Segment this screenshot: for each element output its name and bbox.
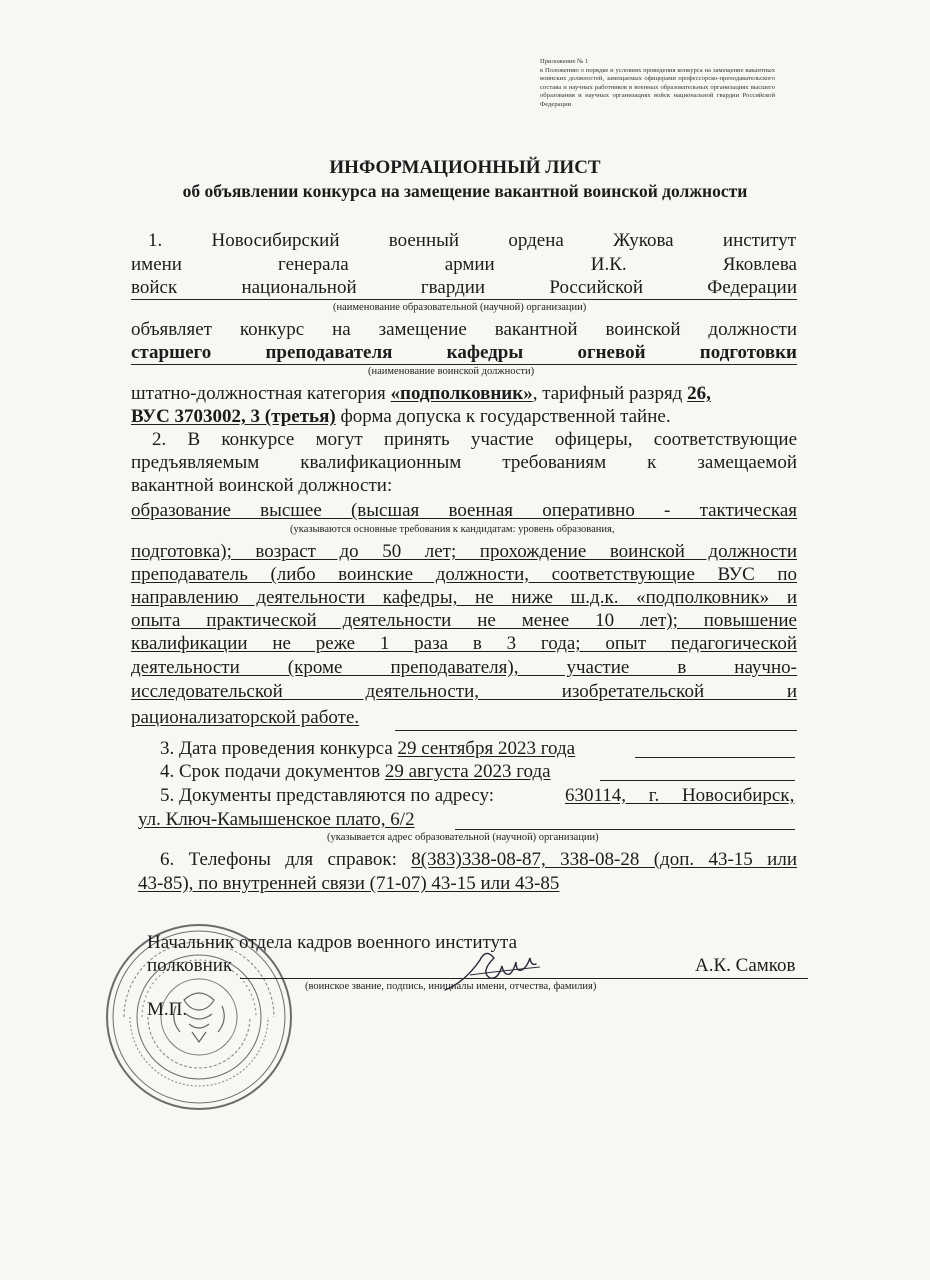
req-line5: опыта практической деятельности не менее 10 лет); повышение (131, 610, 797, 631)
req-line3: преподаватель (либо воинские должности, соответствующие ВУС по (131, 564, 797, 585)
phones-value: 8(383)338-08-87, 338-08-28 (доп. 43-15 или (411, 849, 797, 870)
address-line2: ул. Ключ-Камышенское плато, 6/2 (138, 809, 415, 830)
s4-line (160, 761, 551, 783)
phones-label: 6. Телефоны для справок: (160, 849, 412, 870)
req-line6: квалификации не реже 1 раза в 3 года; опыт педагогической (131, 633, 797, 654)
req-line9: рационализаторской работе. (131, 707, 360, 728)
date-label: 3. Дата проведения конкурса (160, 738, 398, 759)
date-value: 29 сентября 2023 года (397, 738, 576, 759)
grade-label: , тарифный разряд (532, 383, 688, 404)
s1-line7 (131, 406, 671, 428)
org-rule (131, 299, 797, 300)
s6-line1 (160, 849, 797, 871)
caption-signature: (воинское звание, подпись, инициалы имени, отчества, фамилия) (305, 981, 597, 992)
s1-line3: войск национальной гвардии Российской Федерации (131, 277, 797, 298)
date-rule (635, 757, 795, 758)
appendix-text: к Положению о порядке и условиях проведения конкурса на замещение вакантных воинских должностей, замещаемых офицерами профессорско-преподавательского состава и научных работников в военных образовательных организациях высшего образования и научных организациях войск национальной гвардии Российской Федерации (540, 66, 775, 108)
caption-requirements: (указываются основные требования к кандидатам: уровень образования, (290, 524, 615, 535)
grade-value: 26, (687, 383, 711, 404)
stamp-place-label: М.П. (147, 999, 188, 1020)
deadline-rule (600, 780, 795, 781)
signatory-position: Начальник отдела кадров военного института (147, 932, 518, 953)
category-label: штатно-должностная категория (131, 383, 391, 404)
s2-line2: предъявляемым квалификационным требованиям к замещаемой (131, 452, 797, 473)
s3-line (160, 738, 575, 760)
deadline-label: 4. Срок подачи документов (160, 761, 385, 782)
caption-position: (наименование воинской должности) (368, 366, 535, 377)
req-line1: образование высшее (высшая военная оперативно - тактическая (131, 500, 797, 521)
req-line7: деятельности (кроме преподавателя), участие в научно- (131, 657, 797, 678)
document-subtitle: об объявлении конкурса на замещение вакантной воинской должности (182, 181, 748, 201)
req-line2: подготовка); возраст до 50 лет; прохождение воинской должности (131, 541, 797, 562)
clearance-text: форма допуска к государственной тайне. (335, 406, 671, 427)
s2-line3: вакантной воинской должности: (131, 475, 393, 496)
req-end-rule (395, 730, 797, 731)
s1-line6 (131, 383, 711, 405)
vus-value: ВУС 3703002, 3 (третья) (131, 406, 336, 427)
s5-label: 5. Документы представляются по адресу: (160, 785, 495, 806)
appendix-note (540, 58, 775, 110)
caption-address: (указывается адрес образовательной (научной) организации) (327, 832, 599, 843)
s1-line5-position: старшего преподавателя кафедры огневой подготовки (131, 342, 797, 363)
category-value: «подполковник» (390, 383, 533, 404)
deadline-value: 29 августа 2023 года (384, 761, 551, 782)
req-line4: направлению деятельности кафедры, не ниже ш.д.к. «подполковник» и (131, 587, 797, 608)
document-title: ИНФОРМАЦИОННЫЙ ЛИСТ (329, 157, 601, 178)
handwritten-signature (440, 935, 550, 995)
signatory-rank: полковник (147, 955, 233, 976)
s1-line2: имени генерала армии И.К. Яковлева (131, 254, 797, 275)
s2-line1: 2. В конкурсе могут принять участие офицеры, соответствующие (152, 429, 797, 450)
signatory-name: А.К. Самков (695, 955, 796, 976)
caption-org: (наименование образовательной (научной) организации) (333, 302, 587, 313)
s1-line4: объявляет конкурс на замещение вакантной воинской должности (131, 319, 797, 340)
address-line1: 630114, г. Новосибирск, (565, 785, 795, 806)
s1-line1: 1. Новосибирский военный ордена Жукова институт (148, 230, 796, 251)
req-line8: исследовательской деятельности, изобретательской и (131, 681, 797, 702)
position-rule (131, 364, 797, 365)
s6-line2: 43-85), по внутренней связи (71-07) 43-15 или 43-85 (138, 873, 560, 894)
appendix-title: Приложение № 1 (540, 58, 589, 65)
address-rule (455, 829, 795, 830)
